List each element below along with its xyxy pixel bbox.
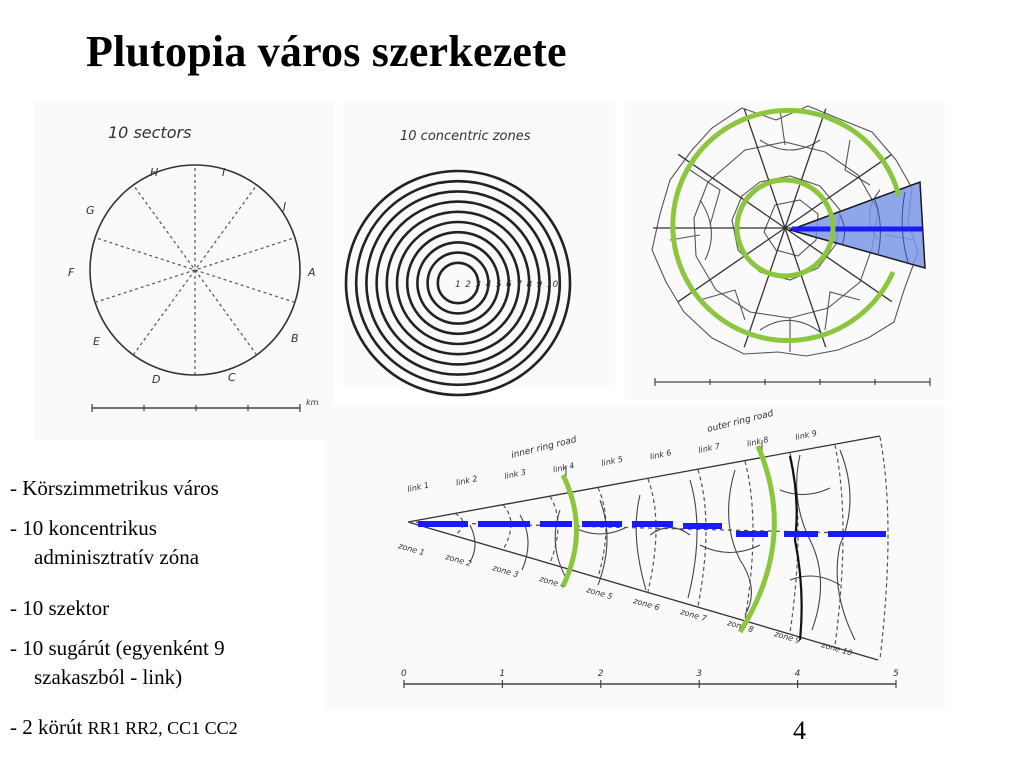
sector-letter: B bbox=[291, 332, 299, 345]
link-label: link 1 bbox=[406, 480, 430, 494]
zone-number: 2 bbox=[465, 280, 471, 290]
zone-boundary-arc bbox=[648, 479, 656, 592]
link-label: link 7 bbox=[697, 441, 721, 455]
zone-number: 3 bbox=[475, 280, 482, 290]
sector-letter: J bbox=[283, 200, 287, 213]
bullet-item: - Körszimmetrikus város bbox=[10, 476, 219, 500]
zone-label: zone 2 bbox=[444, 552, 473, 569]
zone-number: 10 bbox=[546, 280, 559, 290]
link-label: link 6 bbox=[649, 448, 673, 462]
sectors-scale-unit: km bbox=[306, 398, 319, 407]
link-label: link 8 bbox=[746, 435, 770, 449]
link-label: link 3 bbox=[503, 467, 527, 481]
bullet-item: - 10 szektor bbox=[10, 596, 110, 620]
detail-scale-label: 4 bbox=[794, 669, 801, 679]
zone-label: zone 6 bbox=[632, 596, 661, 613]
bullet-item: - 10 koncentrikus adminisztratív zóna bbox=[10, 516, 200, 569]
zone-boundary-arc bbox=[503, 505, 511, 550]
ring-label-arrows bbox=[566, 440, 762, 478]
zone-number: 1 bbox=[455, 280, 461, 290]
zone-label: zone 3 bbox=[491, 563, 520, 580]
bullet-item: - 10 sugárút (egyenként 9 szakaszból - link) bbox=[10, 636, 225, 689]
radial-link-segments bbox=[418, 524, 886, 534]
zone-number: 4 bbox=[485, 280, 492, 290]
detail-scale-label: 0 bbox=[401, 669, 407, 679]
zone-labels bbox=[396, 541, 853, 658]
zone-label: zone 5 bbox=[585, 585, 614, 602]
zone-label: zone 1 bbox=[397, 541, 426, 558]
main-street bbox=[790, 456, 802, 640]
sector-letter: C bbox=[228, 371, 236, 384]
zone-boundary-arc bbox=[698, 470, 706, 606]
zone-number: 6 bbox=[506, 280, 512, 290]
page-title: Plutopia város szerkezete bbox=[86, 27, 567, 76]
sector-letter: F bbox=[68, 266, 75, 279]
zone-boundary-arc bbox=[880, 437, 888, 659]
sector-letter: D bbox=[152, 373, 161, 386]
zone-number: 7 bbox=[516, 280, 522, 290]
detail-scale-ticks bbox=[401, 669, 899, 688]
sectors-sketch-label: 10 sectors bbox=[108, 123, 192, 142]
zone-label: zone 9 bbox=[773, 629, 802, 646]
zone-label: zone 10 bbox=[820, 640, 854, 658]
inner-ring-road-label: inner ring road bbox=[510, 435, 578, 461]
sector-letter: H bbox=[150, 166, 159, 179]
sector-letter: I bbox=[222, 166, 226, 179]
detail-scale-label: 1 bbox=[499, 669, 506, 679]
detail-scale-label: 5 bbox=[893, 669, 899, 679]
outer-ring-road-label: outer ring road bbox=[706, 408, 775, 435]
zone-number: 9 bbox=[536, 280, 543, 290]
zone-number: 5 bbox=[495, 280, 502, 290]
zone-label: zone 4 bbox=[538, 574, 567, 591]
zones-sketch-label: 10 concentric zones bbox=[400, 129, 531, 144]
zone-number: 8 bbox=[526, 280, 533, 290]
link-label: link 5 bbox=[600, 454, 624, 468]
detail-scale-label: 3 bbox=[696, 669, 702, 679]
bullet-item: - 2 körút RR1 RR2, CC1 CC2 bbox=[10, 715, 238, 739]
detail-scale-label: 2 bbox=[597, 669, 604, 679]
sector-letter: E bbox=[93, 335, 100, 348]
zone-label: zone 8 bbox=[726, 618, 755, 635]
zone-label: zone 7 bbox=[679, 607, 708, 624]
outer-ring-road-arc bbox=[740, 446, 774, 632]
link-label: link 2 bbox=[455, 474, 479, 488]
zone-boundary-arc bbox=[835, 445, 843, 646]
page-number: 4 bbox=[793, 716, 806, 745]
link-label: link 4 bbox=[552, 461, 576, 475]
link-label: link 9 bbox=[794, 428, 818, 442]
sector-letter: A bbox=[308, 266, 316, 279]
sector-letter: G bbox=[86, 204, 95, 217]
